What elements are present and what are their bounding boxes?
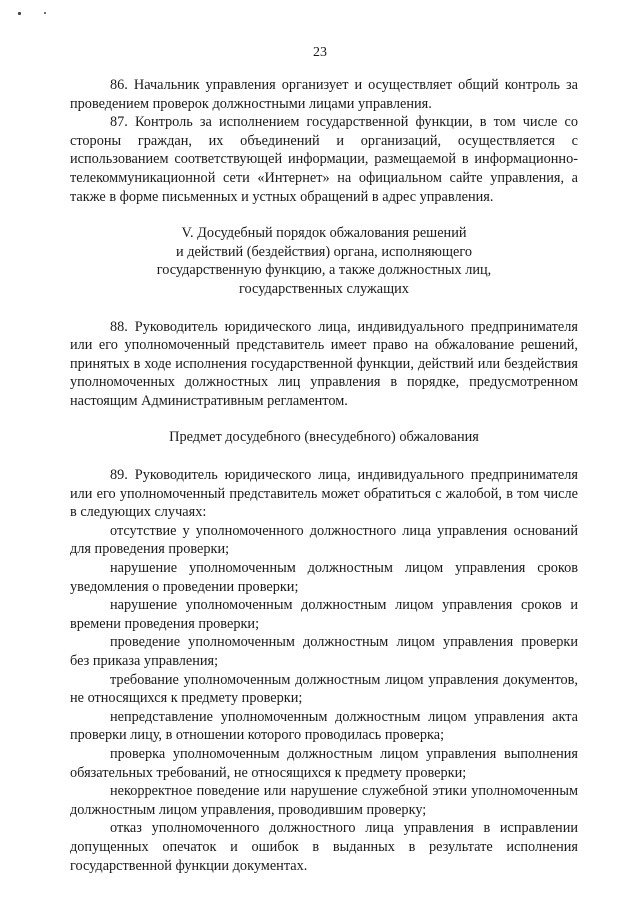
- list-item: непредставление уполномоченным должностным лицом управления акта проверки лицу, в отношении которого проводилась проверка;: [70, 708, 578, 744]
- paragraph-89: 89. Руководитель юридического лица, индивидуального предпринимателя или его уполномоченный представитель может обратиться с жалобой, в том числе в следующих случаях:: [70, 467, 578, 521]
- section-heading-line: государственных служащих: [239, 280, 409, 297]
- complaint-cases-list: [70, 522, 578, 875]
- section-heading-line: и действий (бездействия) органа, исполняющего: [176, 243, 472, 260]
- list-item: проведение уполномоченным должностным лицом управления проверки без приказа управления;: [70, 634, 578, 670]
- section-heading-line: V. Досудебный порядок обжалования решений: [181, 225, 467, 242]
- section-heading: [70, 224, 578, 298]
- paragraph-87: 87. Контроль за исполнением государственной функции, в том числе со стороны граждан, их объединений и организаций, осуществляется с использованием соответствующей информации, размещаемой в информационно-телекоммуникационной сети «Интернет» на официальном сайте управления, а также в форме письменных и устных обращений в адрес управления.: [70, 114, 578, 205]
- list-item: отсутствие у уполномоченного должностного лица управления оснований для проведения проверки;: [70, 522, 578, 558]
- paragraph-88: 88. Руководитель юридического лица, индивидуального предпринимателя или его уполномоченный представитель имеет право на обжалование решений, принятых в ходе исполнения государственной функции, действий или бездействия уполномоченных должностных лиц управления в порядке, предусмотренном настоящим Административным регламентом.: [70, 318, 578, 409]
- list-item: нарушение уполномоченным должностным лицом управления сроков и времени проведения проверки;: [70, 597, 578, 632]
- section-heading-line: государственную функцию, а также должностных лиц,: [156, 262, 492, 279]
- scan-marks: [14, 6, 54, 20]
- subheading: Предмет досудебного (внесудебного) обжалования: [169, 428, 479, 445]
- list-item: некорректное поведение или нарушение служебной этики уполномоченным должностным лицом управления, проводившим проверку;: [70, 783, 578, 818]
- document-body: [70, 76, 578, 875]
- paragraph-86: 86. Начальник управления организует и осуществляет общий контроль за проведением проверок должностными лицами управления.: [70, 77, 578, 112]
- list-item: отказ уполномоченного должностного лица управления в исправлении допущенных опечаток и ошибок в выданных в результате исполнения государственной функции документах.: [70, 820, 578, 874]
- list-item: требование уполномоченным должностным лицом управления документов, не относящихся к предмету проверки;: [70, 671, 578, 707]
- page-number: 23: [313, 45, 327, 60]
- list-item: проверка уполномоченным должностным лицом управления выполнения обязательных требований, не относящихся к предмету проверки;: [70, 746, 578, 781]
- list-item: нарушение уполномоченным должностным лицом управления сроков уведомления о проведении проверки;: [70, 560, 578, 595]
